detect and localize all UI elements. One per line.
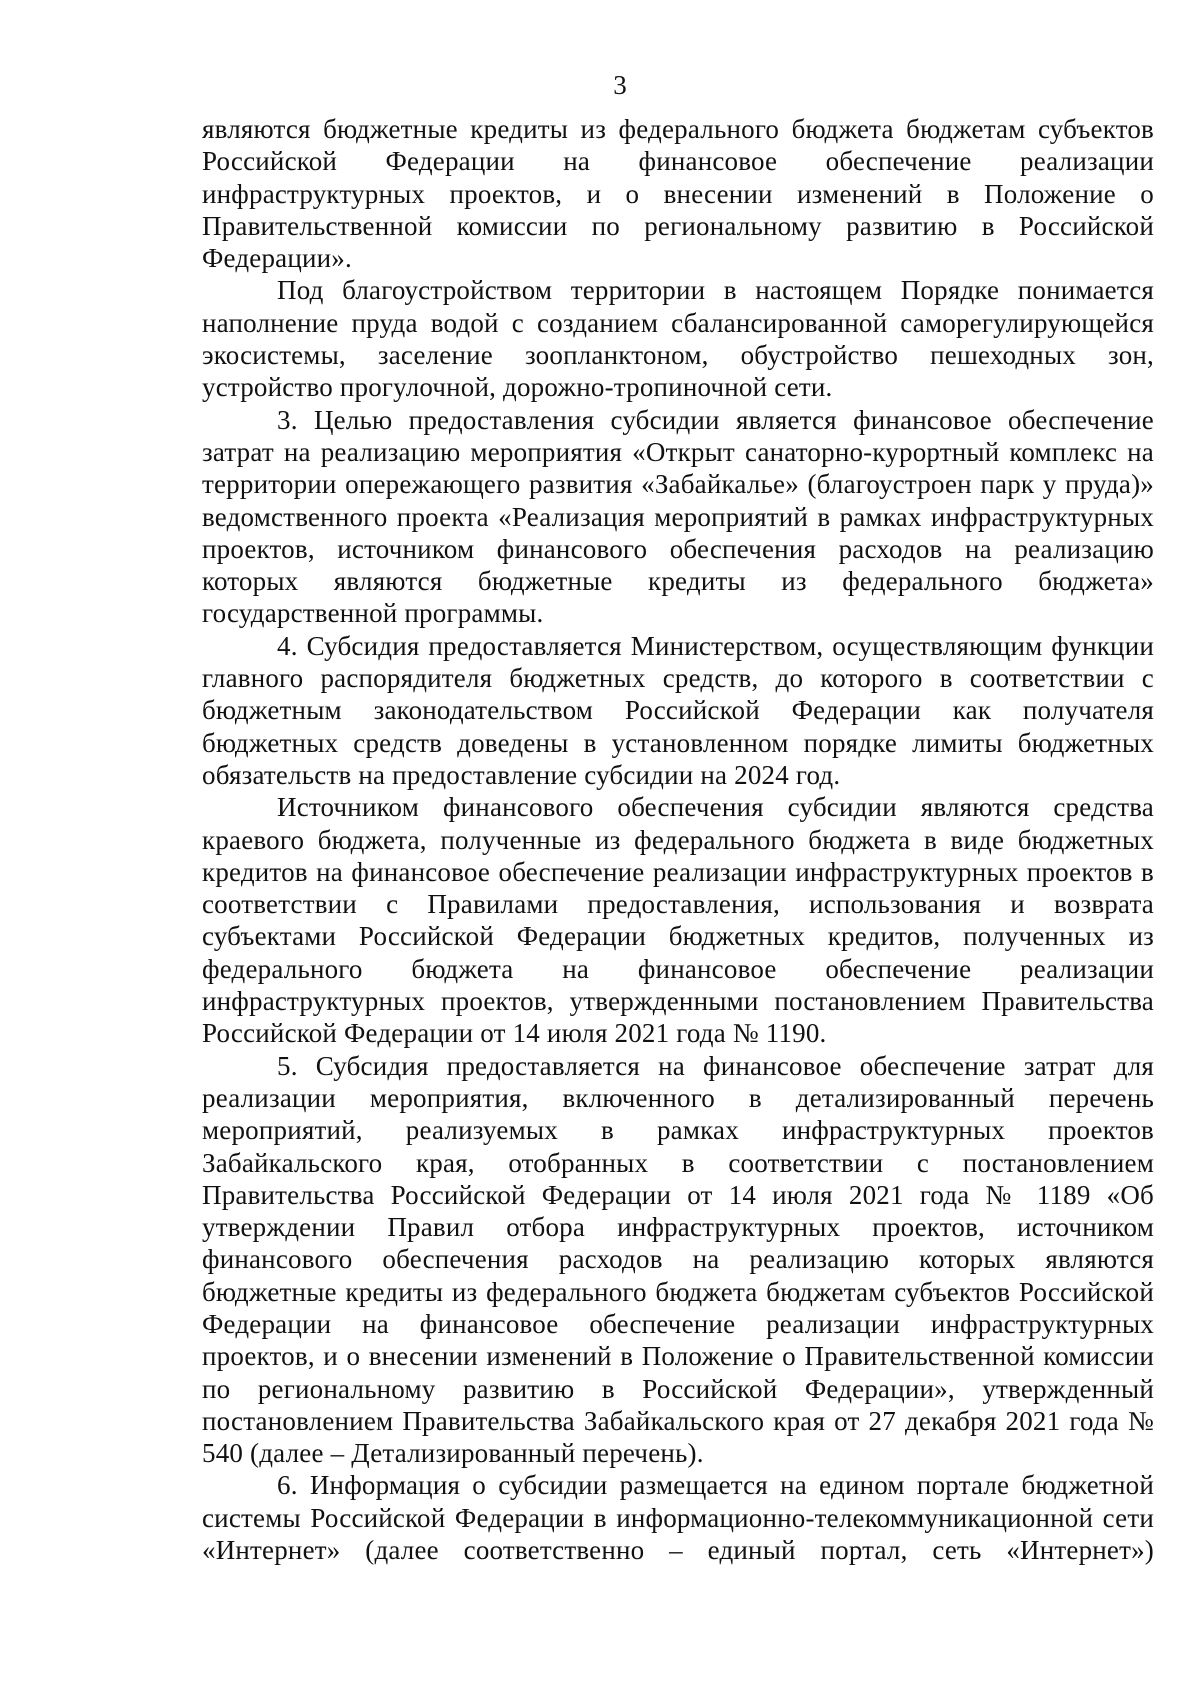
paragraph-funding-source: Источником финансового обеспечения субсидии являются средства краевого бюджета, полученные из федерального бюджета в виде бюджетных кредитов на финансовое обеспечение реализации инфраструктурных проектов в соответствии с Правилами предоставления, использования и возврата субъектами Российской Федерации бюджетных кредитов, полученных из федерального бюджета на финансовое обеспечение реализации инфраструктурных проектов, утвержденными постановлением Правительства Российской Федерации от 14 июля 2021 года № 1190.	[202, 792, 1154, 1049]
paragraph-continuation: являются бюджетные кредиты из федерального бюджета бюджетам субъектов Российской Федерации на финансовое обеспечение реализации инфраструктурных проектов, и о внесении изменений в Положение о Правительственной комиссии по региональному развитию в Российской Федерации».	[202, 114, 1154, 274]
page-number: 3	[613, 70, 627, 100]
paragraph-5-detailed-list: 5. Субсидия предоставляется на финансовое обеспечение затрат для реализации мероприятия, включенного в детализированный перечень мероприятий, реализуемых в рамках инфраструктурных проектов Забайкальского края, отобранных в соответствии с постановлением Правительства Российской Федерации от 14 июля 2021 года № 1189 «Об утверждении Правил отбора инфраструктурных проектов, источником финансового обеспечения расходов на реализацию которых являются бюджетные кредиты из федерального бюджета бюджетам субъектов Российской Федерации на финансовое обеспечение реализации инфраструктурных проектов, и о внесении изменений в Положение о Правительственной комиссии по региональному развитию в Российской Федерации», утвержденный постановлением Правительства Забайкальского края от 27 декабря 2021 года № 540 (далее – Детализированный перечень).	[202, 1050, 1154, 1469]
paragraph-improvement-definition: Под благоустройством территории в настоящем Порядке понимается наполнение пруда водой с созданием сбалансированной саморегулирующейся экосистемы, заселение зоопланктоном, обустройство пешеходных зон, устройство прогулочной, дорожно-тропиночной сети.	[202, 275, 1154, 403]
document-body	[202, 113, 1154, 1566]
paragraph-4-provider: 4. Субсидия предоставляется Министерством, осуществляющим функции главного распорядителя бюджетных средств, до которого в соответствии с бюджетным законодательством Российской Федерации как получателя бюджетных средств доведены в установленном порядке лимиты бюджетных обязательств на предоставление субсидии на 2024 год.	[202, 630, 1154, 790]
paragraph-3-purpose: 3. Целью предоставления субсидии является финансовое обеспечение затрат на реализацию мероприятия «Открыт санаторно-курортный комплекс на территории опережающего развития «Забайкалье» (благоустроен парк у пруда)» ведомственного проекта «Реализация мероприятий в рамках инфраструктурных проектов, источником финансового обеспечения расходов на реализацию которых являются бюджетные кредиты из федерального бюджета» государственной программы.	[202, 404, 1154, 629]
paragraph-6-portal: 6. Информация о субсидии размещается на едином портале бюджетной системы Российской Федерации в информационно-телекоммуникационной сети «Интернет» (далее соответственно – единый портал, сеть «Интернет»)	[202, 1470, 1154, 1566]
